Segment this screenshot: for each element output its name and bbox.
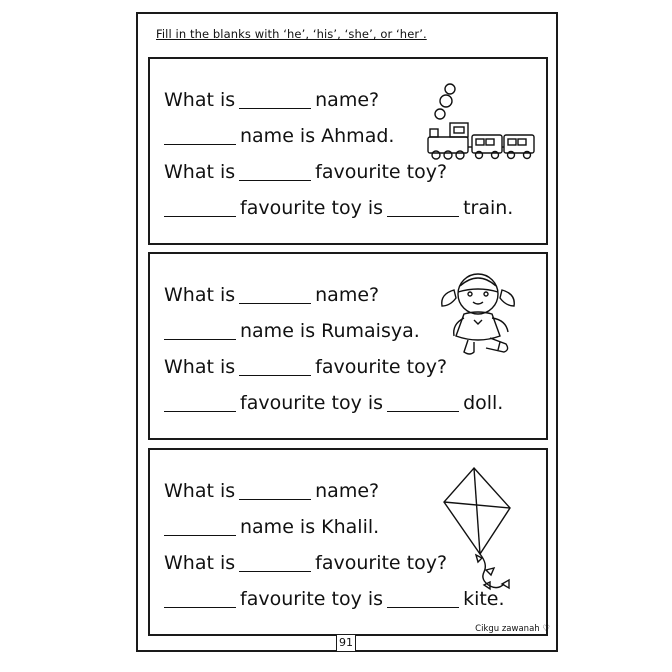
exercise-panel-2: [148, 252, 548, 440]
instruction-text: Fill in the blanks with ‘he’, ‘his’, ‘she’, or ‘her’.: [156, 27, 427, 41]
blank-field[interactable]: [239, 158, 311, 181]
answer-text: favourite toy is: [240, 392, 384, 414]
question-text: name?: [315, 284, 380, 306]
answer-text: name is Khalil.: [240, 516, 380, 538]
question-text: favourite toy?: [315, 552, 448, 574]
blank-field[interactable]: [164, 585, 236, 608]
blank-field[interactable]: [239, 86, 311, 109]
blank-field[interactable]: [164, 194, 236, 217]
answer-line: [164, 386, 503, 422]
kite-icon: [436, 462, 528, 594]
blank-field[interactable]: [387, 389, 459, 412]
blank-field[interactable]: [164, 513, 236, 536]
answer-text: name is Ahmad.: [240, 125, 395, 147]
rag-doll-icon: [436, 264, 532, 360]
worksheet-page: [136, 12, 558, 652]
blank-field[interactable]: [387, 194, 459, 217]
blank-field[interactable]: [239, 281, 311, 304]
question-text: What is: [164, 480, 236, 502]
author-name: Cikgu zawanah: [475, 624, 540, 634]
heart-icon: ♡: [542, 624, 550, 634]
exercise-panel-1: [148, 57, 548, 245]
blank-field[interactable]: [164, 389, 236, 412]
question-text: What is: [164, 552, 236, 574]
answer-text: favourite toy is: [240, 588, 384, 610]
blank-field[interactable]: [164, 122, 236, 145]
question-text: name?: [315, 480, 380, 502]
question-text: favourite toy?: [315, 356, 448, 378]
blank-field[interactable]: [239, 549, 311, 572]
answer-text: train.: [463, 197, 514, 219]
question-text: What is: [164, 89, 236, 111]
question-text: What is: [164, 356, 236, 378]
question-text: What is: [164, 284, 236, 306]
blank-field[interactable]: [164, 317, 236, 340]
answer-text: name is Rumaisya.: [240, 320, 420, 342]
question-text: name?: [315, 89, 380, 111]
blank-field[interactable]: [239, 477, 311, 500]
answer-text: favourite toy is: [240, 197, 384, 219]
question-text: What is: [164, 161, 236, 183]
answer-line: [164, 191, 513, 227]
answer-text: doll.: [463, 392, 504, 414]
author-signature: [475, 624, 550, 634]
question-text: favourite toy?: [315, 161, 448, 183]
exercise-panel-3: [148, 448, 548, 636]
blank-field[interactable]: [239, 353, 311, 376]
page-number: 91: [336, 634, 356, 652]
answer-text: kite.: [463, 588, 505, 610]
toy-train-icon: [424, 81, 536, 165]
